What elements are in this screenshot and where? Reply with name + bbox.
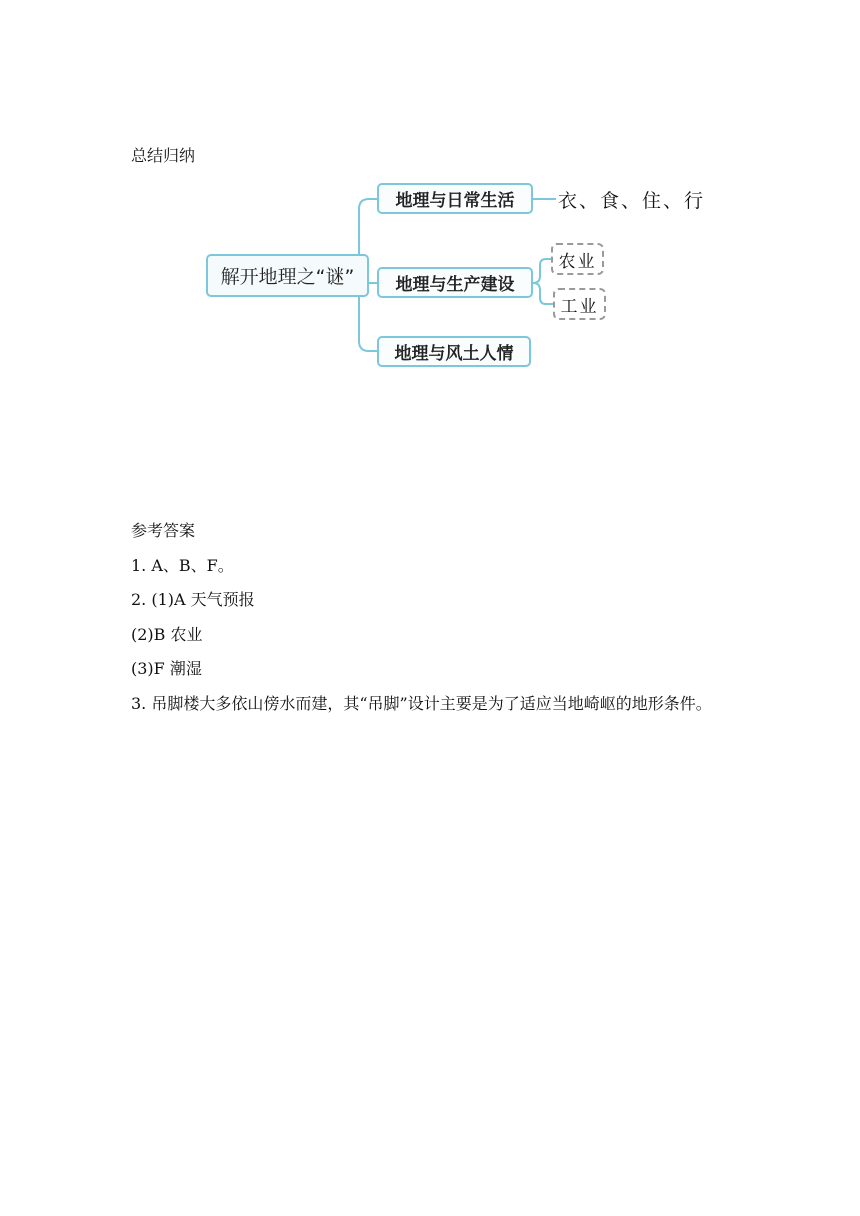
mind-map	[0, 0, 860, 420]
answers-section	[131, 514, 712, 721]
mindmap-root-node: 解开地理之“谜”	[206, 254, 369, 297]
branch-customs: 地理与风土人情	[377, 336, 531, 367]
summary-title: 总结归纳	[131, 146, 196, 165]
answers-title: 参考答案	[131, 521, 196, 540]
answer-line: 1. A、B、F。	[131, 555, 234, 575]
leaf-agriculture: 农业	[551, 243, 604, 275]
daily-life-items: 衣、食、住、行	[558, 190, 706, 212]
answer-line: 2. (1)A 天气预报	[131, 590, 255, 609]
answer-line: 3. 吊脚楼大多依山傍水而建，其“吊脚”设计主要是为了适应当地崎岖的地形条件。	[131, 693, 712, 713]
answer-line: (3)F 潮湿	[131, 659, 202, 678]
leaf-industry: 工业	[553, 288, 606, 320]
branch-daily-life: 地理与日常生活	[377, 183, 533, 214]
branch-production: 地理与生产建设	[377, 267, 533, 298]
answer-line: (2)B 农业	[131, 624, 203, 644]
